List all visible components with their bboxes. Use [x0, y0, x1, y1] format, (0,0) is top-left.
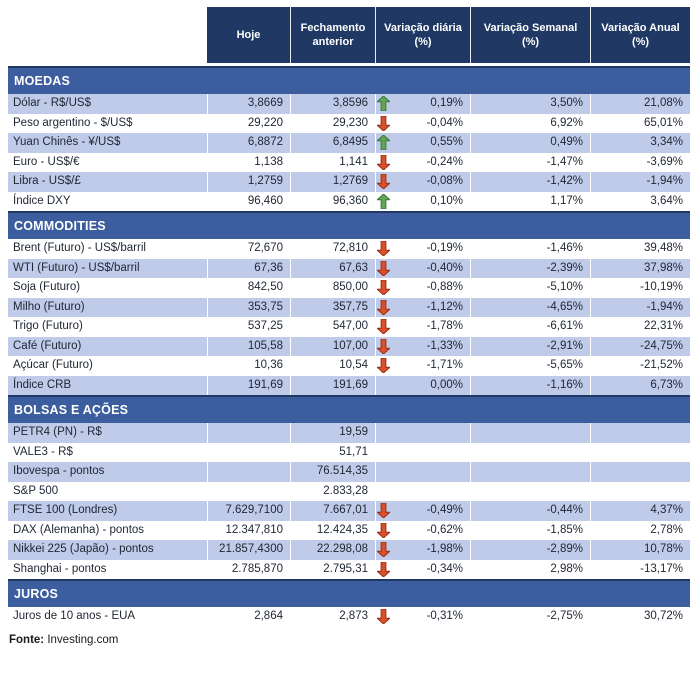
cell-variacao-semanal: -4,65% [470, 298, 590, 318]
table-row [8, 239, 690, 259]
cell-variacao-semanal [470, 482, 590, 502]
row-label: FTSE 100 (Londres) [8, 501, 207, 521]
cell-variacao-diaria [375, 94, 470, 114]
cell-variacao-diaria [375, 114, 470, 134]
cell-fechamento-anterior: 107,00 [290, 337, 375, 357]
arrow-down-icon [377, 501, 391, 521]
variacao-diaria-value: -1,71% [426, 359, 463, 371]
column-header-fechamento-anterior: Fechamento anterior [290, 7, 375, 63]
column-header-variacao-anual: Variação Anual (%) [590, 7, 690, 63]
variacao-diaria-value: -1,98% [426, 543, 463, 555]
cell-variacao-diaria [375, 540, 470, 560]
variacao-diaria-value: -0,19% [426, 242, 463, 254]
table-row [8, 153, 690, 173]
cell-variacao-semanal: 0,49% [470, 133, 590, 153]
cell-fechamento-anterior: 12.424,35 [290, 521, 375, 541]
row-label: Peso argentino - $/US$ [8, 114, 207, 134]
cell-fechamento-anterior: 72,810 [290, 239, 375, 259]
cell-fechamento-anterior: 51,71 [290, 443, 375, 463]
cell-hoje: 6,8872 [207, 133, 290, 153]
arrow-down-icon [377, 521, 391, 541]
variacao-diaria-value: 0,55% [430, 136, 463, 148]
source-label: Fonte: [9, 633, 45, 646]
cell-fechamento-anterior: 3,8596 [290, 94, 375, 114]
section-header: JUROS [8, 579, 690, 607]
table-row [8, 423, 690, 443]
table-row [8, 482, 690, 502]
table-row [8, 192, 690, 212]
arrow-down-icon [377, 259, 391, 279]
cell-variacao-diaria [375, 501, 470, 521]
table-row [8, 607, 690, 627]
cell-variacao-diaria [375, 560, 470, 580]
table-row [8, 337, 690, 357]
cell-variacao-anual: 22,31% [590, 317, 690, 337]
cell-variacao-anual: 6,73% [590, 376, 690, 396]
variacao-diaria-value: -0,88% [426, 281, 463, 293]
cell-variacao-diaria [375, 376, 470, 396]
cell-variacao-diaria [375, 259, 470, 279]
cell-variacao-anual: -24,75% [590, 337, 690, 357]
cell-variacao-anual: 3,34% [590, 133, 690, 153]
cell-variacao-semanal: 2,98% [470, 560, 590, 580]
cell-variacao-diaria [375, 239, 470, 259]
cell-hoje: 7.629,7100 [207, 501, 290, 521]
section-header: BOLSAS E AÇÕES [8, 395, 690, 423]
cell-variacao-diaria [375, 172, 470, 192]
variacao-diaria-value: -1,78% [426, 320, 463, 332]
cell-variacao-anual: -1,94% [590, 172, 690, 192]
column-header-row [8, 7, 690, 63]
cell-fechamento-anterior: 76.514,35 [290, 462, 375, 482]
column-header-variacao-semanal: Variação Semanal (%) [470, 7, 590, 63]
section-header: COMMODITIES [8, 211, 690, 239]
cell-variacao-anual [590, 423, 690, 443]
cell-fechamento-anterior: 2.833,28 [290, 482, 375, 502]
cell-hoje: 72,670 [207, 239, 290, 259]
row-label: Brent (Futuro) - US$/barril [8, 239, 207, 259]
arrow-down-icon [377, 172, 391, 192]
row-label: Índice CRB [8, 376, 207, 396]
cell-variacao-diaria [375, 482, 470, 502]
cell-hoje: 191,69 [207, 376, 290, 396]
variacao-diaria-value: -0,49% [426, 504, 463, 516]
cell-variacao-diaria [375, 278, 470, 298]
row-label: S&P 500 [8, 482, 207, 502]
cell-hoje: 10,36 [207, 356, 290, 376]
cell-variacao-anual: -21,52% [590, 356, 690, 376]
variacao-diaria-value: 0,00% [430, 378, 463, 391]
cell-variacao-anual [590, 462, 690, 482]
row-label: Ibovespa - pontos [8, 462, 207, 482]
cell-variacao-anual: 2,78% [590, 521, 690, 541]
arrow-down-icon [377, 317, 391, 337]
cell-hoje: 12.347,810 [207, 521, 290, 541]
cell-variacao-diaria [375, 298, 470, 318]
cell-variacao-semanal: -1,46% [470, 239, 590, 259]
row-label: Índice DXY [8, 192, 207, 212]
cell-variacao-semanal [470, 423, 590, 443]
cell-fechamento-anterior: 6,8495 [290, 133, 375, 153]
variacao-diaria-value: -0,40% [426, 261, 463, 274]
table-row [8, 278, 690, 298]
cell-fechamento-anterior: 29,230 [290, 114, 375, 134]
row-label: Euro - US$/€ [8, 153, 207, 173]
row-label: VALE3 - R$ [8, 443, 207, 463]
table-row [8, 259, 690, 279]
cell-variacao-diaria [375, 153, 470, 173]
cell-hoje [207, 443, 290, 463]
cell-variacao-anual [590, 482, 690, 502]
table-row [8, 94, 690, 114]
cell-hoje: 842,50 [207, 278, 290, 298]
cell-hoje [207, 423, 290, 443]
cell-hoje: 105,58 [207, 337, 290, 357]
table-row [8, 172, 690, 192]
cell-variacao-semanal [470, 462, 590, 482]
arrow-down-icon [377, 153, 391, 173]
variacao-diaria-value: -0,04% [426, 116, 463, 129]
cell-variacao-semanal: 1,17% [470, 192, 590, 212]
row-label: Yuan Chinês - ¥/US$ [8, 133, 207, 153]
cell-fechamento-anterior: 547,00 [290, 317, 375, 337]
arrow-placeholder [377, 443, 391, 463]
table-row [8, 540, 690, 560]
cell-fechamento-anterior: 19,59 [290, 423, 375, 443]
cell-fechamento-anterior: 357,75 [290, 298, 375, 318]
row-label: Nikkei 225 (Japão) - pontos [8, 540, 207, 560]
cell-hoje: 29,220 [207, 114, 290, 134]
arrow-placeholder [377, 423, 391, 443]
row-label: Dólar - R$/US$ [8, 94, 207, 114]
cell-variacao-semanal: -0,44% [470, 501, 590, 521]
cell-hoje: 2,864 [207, 607, 290, 627]
variacao-diaria-value: -0,31% [426, 610, 463, 622]
arrow-down-icon [377, 356, 391, 376]
cell-hoje: 67,36 [207, 259, 290, 279]
cell-variacao-anual: 39,48% [590, 239, 690, 259]
cell-variacao-semanal: -1,16% [470, 376, 590, 396]
cell-variacao-anual: -10,19% [590, 278, 690, 298]
cell-fechamento-anterior: 191,69 [290, 376, 375, 396]
cell-variacao-diaria [375, 317, 470, 337]
cell-fechamento-anterior: 96,360 [290, 192, 375, 212]
cell-variacao-semanal: -5,10% [470, 278, 590, 298]
cell-fechamento-anterior: 7.667,01 [290, 501, 375, 521]
table-row [8, 521, 690, 541]
cell-hoje: 537,25 [207, 317, 290, 337]
row-label: WTI (Futuro) - US$/barril [8, 259, 207, 279]
cell-variacao-diaria [375, 356, 470, 376]
arrow-down-icon [377, 560, 391, 580]
arrow-up-icon [377, 94, 391, 114]
variacao-diaria-value: -1,12% [426, 300, 463, 313]
cell-variacao-anual: 65,01% [590, 114, 690, 134]
header-spacer [8, 7, 207, 63]
cell-variacao-semanal: -6,61% [470, 317, 590, 337]
arrow-placeholder [377, 376, 391, 396]
cell-hoje: 1,138 [207, 153, 290, 173]
table-row [8, 298, 690, 318]
variacao-diaria-value: 0,10% [430, 194, 463, 207]
cell-variacao-anual: 3,64% [590, 192, 690, 212]
arrow-down-icon [377, 540, 391, 560]
variacao-diaria-value: -0,34% [426, 562, 463, 575]
table-row [8, 114, 690, 134]
table-row [8, 376, 690, 396]
cell-variacao-diaria [375, 521, 470, 541]
cell-hoje [207, 482, 290, 502]
cell-variacao-anual: -13,17% [590, 560, 690, 580]
column-header-variacao-diaria: Variação diária (%) [375, 7, 470, 63]
row-label: Soja (Futuro) [8, 278, 207, 298]
arrow-placeholder [377, 462, 391, 482]
cell-variacao-anual: -3,69% [590, 153, 690, 173]
cell-hoje: 21.857,4300 [207, 540, 290, 560]
table-row [8, 560, 690, 580]
variacao-diaria-value: -0,24% [426, 155, 463, 168]
cell-variacao-anual: 21,08% [590, 94, 690, 114]
cell-variacao-anual: 4,37% [590, 501, 690, 521]
cell-variacao-anual: -1,94% [590, 298, 690, 318]
table-sections [8, 66, 690, 627]
cell-variacao-diaria [375, 337, 470, 357]
cell-hoje [207, 462, 290, 482]
financial-market-table [8, 7, 690, 646]
source-note [8, 634, 690, 646]
cell-variacao-semanal: -1,85% [470, 521, 590, 541]
row-label: Milho (Futuro) [8, 298, 207, 318]
cell-variacao-semanal: -2,75% [470, 607, 590, 627]
table-row [8, 317, 690, 337]
arrow-down-icon [377, 278, 391, 298]
cell-fechamento-anterior: 2,873 [290, 607, 375, 627]
arrow-down-icon [377, 337, 391, 357]
source-value: Investing.com [47, 633, 119, 646]
row-label: DAX (Alemanha) - pontos [8, 521, 207, 541]
cell-hoje: 2.785,870 [207, 560, 290, 580]
variacao-diaria-value: -0,08% [426, 175, 463, 187]
arrow-up-icon [377, 133, 391, 153]
cell-variacao-anual: 37,98% [590, 259, 690, 279]
cell-variacao-semanal: -1,42% [470, 172, 590, 192]
cell-variacao-semanal: -2,39% [470, 259, 590, 279]
cell-fechamento-anterior: 2.795,31 [290, 560, 375, 580]
row-label: Açúcar (Futuro) [8, 356, 207, 376]
cell-variacao-diaria [375, 192, 470, 212]
row-label: Café (Futuro) [8, 337, 207, 357]
cell-variacao-semanal: -2,89% [470, 540, 590, 560]
arrow-down-icon [377, 114, 391, 134]
cell-hoje: 353,75 [207, 298, 290, 318]
arrow-placeholder [377, 482, 391, 502]
row-label: PETR4 (PN) - R$ [8, 423, 207, 443]
column-header-hoje: Hoje [207, 7, 290, 63]
arrow-up-icon [377, 192, 391, 212]
cell-variacao-diaria [375, 462, 470, 482]
arrow-down-icon [377, 239, 391, 259]
cell-variacao-diaria [375, 133, 470, 153]
cell-fechamento-anterior: 850,00 [290, 278, 375, 298]
cell-hoje: 1,2759 [207, 172, 290, 192]
cell-variacao-anual: 30,72% [590, 607, 690, 627]
cell-variacao-semanal: -5,65% [470, 356, 590, 376]
cell-fechamento-anterior: 1,141 [290, 153, 375, 173]
cell-variacao-diaria [375, 607, 470, 627]
cell-variacao-semanal: -2,91% [470, 337, 590, 357]
table-row [8, 501, 690, 521]
variacao-diaria-value: -1,33% [426, 339, 463, 352]
table-row [8, 462, 690, 482]
cell-hoje: 96,460 [207, 192, 290, 212]
row-label: Shanghai - pontos [8, 560, 207, 580]
variacao-diaria-value: 0,19% [430, 97, 463, 109]
section-header: MOEDAS [8, 66, 690, 94]
cell-fechamento-anterior: 67,63 [290, 259, 375, 279]
cell-variacao-anual [590, 443, 690, 463]
cell-variacao-semanal: 3,50% [470, 94, 590, 114]
row-label: Libra - US$/£ [8, 172, 207, 192]
row-label: Juros de 10 anos - EUA [8, 607, 207, 627]
cell-variacao-semanal: -1,47% [470, 153, 590, 173]
cell-hoje: 3,8669 [207, 94, 290, 114]
cell-variacao-diaria [375, 443, 470, 463]
cell-fechamento-anterior: 1,2769 [290, 172, 375, 192]
variacao-diaria-value: -0,62% [426, 523, 463, 536]
cell-fechamento-anterior: 22.298,08 [290, 540, 375, 560]
arrow-down-icon [377, 607, 391, 627]
cell-variacao-semanal [470, 443, 590, 463]
table-row [8, 356, 690, 376]
table-row [8, 443, 690, 463]
table-row [8, 133, 690, 153]
cell-variacao-diaria [375, 423, 470, 443]
cell-variacao-anual: 10,78% [590, 540, 690, 560]
cell-fechamento-anterior: 10,54 [290, 356, 375, 376]
row-label: Trigo (Futuro) [8, 317, 207, 337]
arrow-down-icon [377, 298, 391, 318]
cell-variacao-semanal: 6,92% [470, 114, 590, 134]
